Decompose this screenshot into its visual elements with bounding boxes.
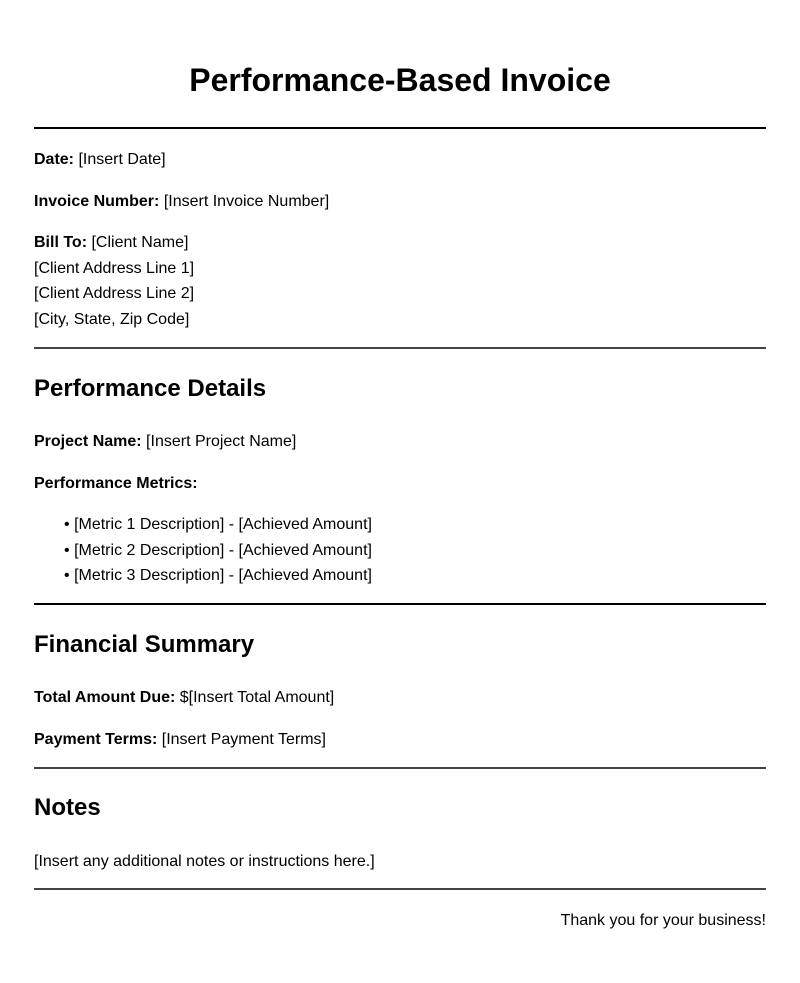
bullet-icon: •: [64, 567, 70, 584]
payment-terms-label: Payment Terms:: [34, 731, 158, 748]
project-name-row: [34, 432, 296, 452]
section-divider: [34, 767, 766, 769]
title-divider: [34, 127, 766, 129]
bill-to-client-name: [Client Name]: [91, 234, 189, 251]
financial-heading: Financial Summary: [34, 631, 255, 658]
footer-divider: [34, 888, 766, 890]
metric-text: [Metric 1 Description] - [Achieved Amount]: [74, 516, 372, 533]
metric-text: [Metric 2 Description] - [Achieved Amount]: [74, 542, 372, 559]
bill-to-address-line-1: [Client Address Line 1]: [34, 260, 195, 277]
list-item: [64, 566, 372, 586]
date-label: Date:: [34, 151, 75, 168]
section-divider: [34, 603, 766, 605]
project-name-label: Project Name:: [34, 433, 142, 450]
invoice-number-row: [34, 192, 329, 212]
invoice-number-value: [Insert Invoice Number]: [163, 193, 330, 210]
page-title: Performance-Based Invoice: [189, 62, 611, 98]
date-value: [Insert Date]: [78, 151, 166, 168]
date-row: [34, 150, 166, 170]
performance-heading: Performance Details: [34, 375, 267, 402]
total-due-label: Total Amount Due:: [34, 689, 176, 706]
metric-text: [Metric 3 Description] - [Achieved Amount]: [74, 567, 372, 584]
list-item: [64, 541, 372, 561]
bill-to-row: [34, 233, 188, 253]
metrics-label: Performance Metrics:: [34, 475, 198, 492]
notes-heading: Notes: [34, 794, 101, 821]
total-due-row: [34, 688, 334, 708]
bullet-icon: •: [64, 542, 70, 559]
total-due-value: $[Insert Total Amount]: [179, 689, 335, 706]
invoice-number-label: Invoice Number:: [34, 193, 160, 210]
bill-to-address-line-2: [Client Address Line 2]: [34, 285, 195, 302]
section-divider: [34, 347, 766, 349]
thank-you-message: Thank you for your business!: [560, 912, 766, 929]
bill-to-address-line-3: [City, State, Zip Code]: [34, 311, 190, 328]
notes-text: [Insert any additional notes or instructions here.]: [34, 853, 375, 870]
payment-terms-value: [Insert Payment Terms]: [161, 731, 326, 748]
bill-to-label: Bill To:: [34, 234, 88, 251]
project-name-value: [Insert Project Name]: [146, 433, 297, 450]
payment-terms-row: [34, 730, 326, 750]
list-item: [64, 515, 372, 535]
bullet-icon: •: [64, 516, 70, 533]
